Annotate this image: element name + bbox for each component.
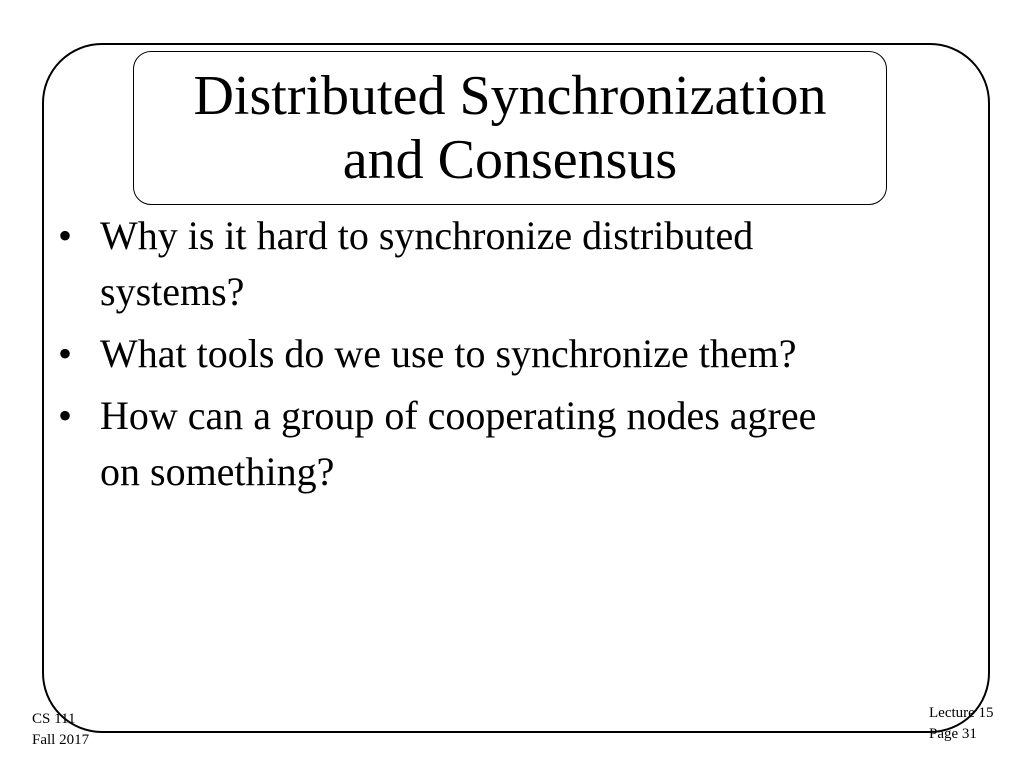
title-box	[133, 51, 887, 205]
bullet-item	[58, 388, 938, 500]
bullet-text-line: Why is it hard to synchronize distributed	[100, 213, 754, 258]
bullet-list	[58, 208, 938, 506]
footer-divider	[105, 731, 923, 733]
footer-course-info	[32, 709, 89, 751]
footer-lecture: Lecture 15	[929, 705, 994, 721]
bullet-text-line: What tools do we use to synchronize them?	[100, 331, 797, 376]
footer-term: Fall 2017	[32, 732, 90, 748]
bullet-text-line: on something?	[100, 449, 335, 494]
footer-course: CS 111	[32, 711, 76, 727]
bullet-icon: •	[58, 393, 73, 438]
bullet-text-line: How can a group of cooperating nodes agree	[100, 393, 817, 438]
slide-title-line-1: Distributed Synchronization	[193, 65, 827, 127]
bullet-icon: •	[58, 213, 73, 258]
bullet-icon: •	[58, 331, 73, 376]
footer-page-info	[929, 703, 994, 745]
bullet-item	[58, 326, 938, 382]
slide-title-line-2: and Consensus	[342, 129, 678, 191]
footer-page-number: Page 31	[929, 726, 977, 742]
bullet-item	[58, 208, 938, 320]
bullet-text-line: systems?	[100, 269, 245, 314]
